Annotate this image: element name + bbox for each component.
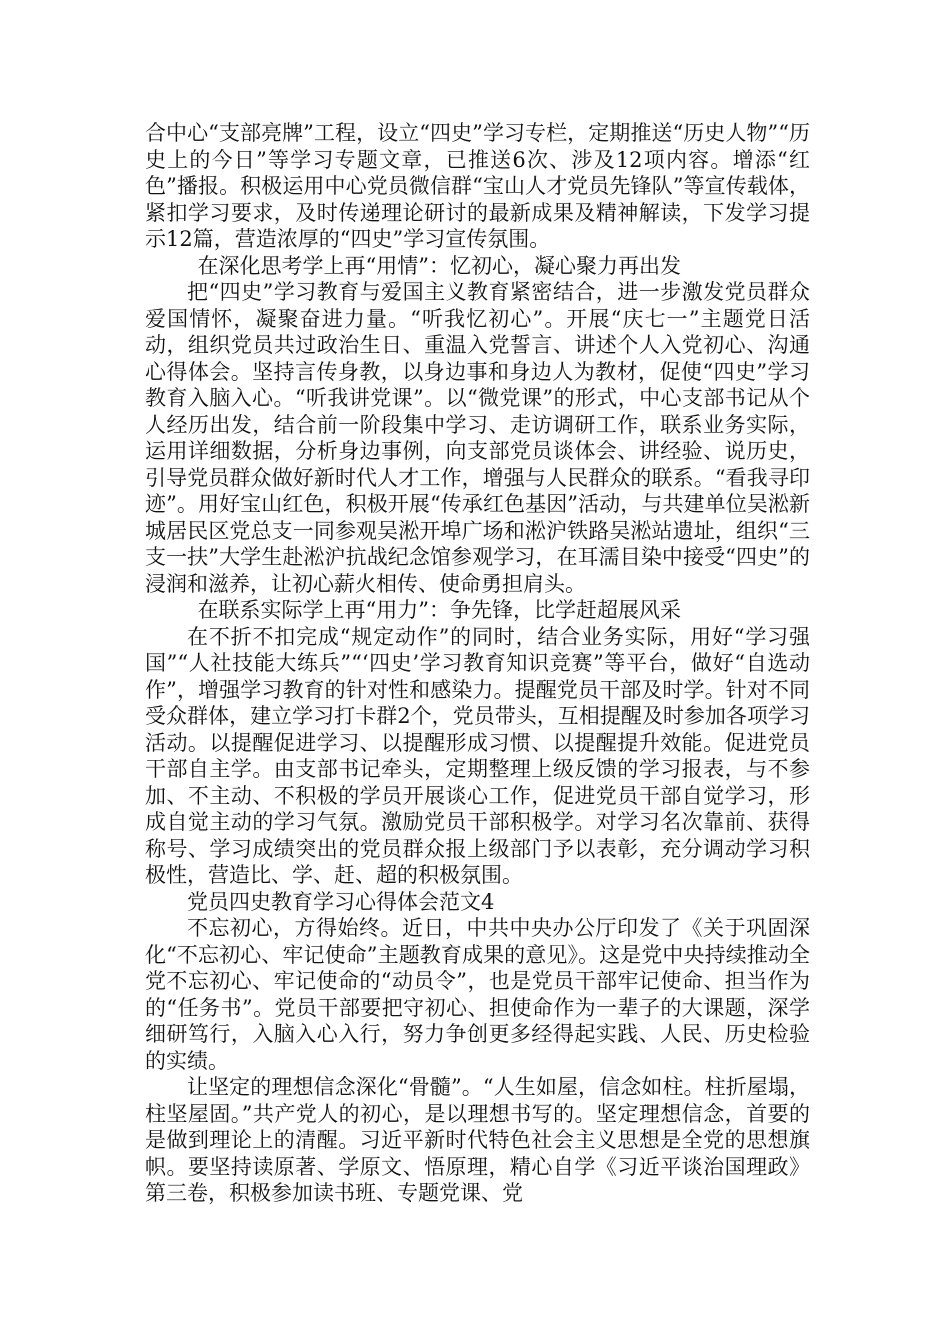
paragraph-continued: 合中心“支部亮牌”工程，设立“四史”学习专栏，定期推送“历史人物”“历史上的今日”等学习专题文章，已推送6次、涉及12项内容。增添“红色”播报。积极运用中心党员微信群“宝山人才党员先锋队”等宣传载体，紧扣学习要求，及时传递理论研讨的最新成果及精神解读，下发学习提示12篇，营造浓厚的“四史”学习宣传氛围。 — [145, 121, 810, 251]
section-heading-practical-study: 在联系实际学上再“用力”：争先锋，比学赶超展风采 — [197, 598, 681, 622]
paragraph-self-selected-actions: 在不折不扣完成“规定动作”的同时，结合业务实际，用好“学习强国”“人社技能大练兵”“‘四史’学习教育知识竞赛”等平台，做好“自选动作”，增强学习教育的针对性和感染力。提醒党员干部及时学。针对不同受众群体，建立学习打卡群2个，党员带头，互相提醒及时参加各项学习活动。以提醒促进学习、以提醒形成习惯、以提醒提升效能。促进党员干部自主学。由支部书记牵头，定期整理上级反馈的学习报表，与不参加、不主动、不积极的学员开展谈心工作，促进党员干部自觉学习，形成自觉主动的学习气氛。激励党员干部积极学。对学习名次靠前、获得称号、学习成绩突出的党员群众报上级部门予以表彰，充分调动学习积极性，营造比、学、赶、超的积极氛围。 — [145, 624, 810, 887]
essay-title-sample-4: 党员四史教育学习心得体会范文4 — [187, 889, 495, 914]
paragraph-ideals-beliefs: 让坚定的理想信念深化“骨髓”。“人生如屋，信念如柱。柱折屋塌，柱坚屋固。”共产党人的初心，是以理想书写的。坚定理想信念，首要的是做到理论上的清醒。习近平新时代特色社会主义思想是全党的思想旗帜。要坚持读原著、学原文、悟原理，精心自学《习近平谈治国理政》第三卷，积极参加读书班、专题党课、党 — [145, 1075, 810, 1205]
paragraph-original-aspiration: 不忘初心，方得始终。近日，中共中央办公厅印发了《关于巩固深化“不忘初心、牢记使命”主题教育成果的意见》。这是党中央持续推动全党不忘初心、牢记使命的“动员令”，也是党员干部牢记使命、担当作为的“任务书”。党员干部要把守初心、担使命作为一辈子的大课题，深学细研笃行，入脑入心入行，努力争创更多经得起实践、人民、历史检验的实绩。 — [145, 916, 810, 1073]
paragraph-patriotic-education: 把“四史”学习教育与爱国主义教育紧密结合，进一步激发党员群众爱国情怀，凝聚奋进力量。“听我忆初心”。开展“庆七一”主题党日活动，组织党员共过政治生日、重温入党誓言、讲述个人入党初心、沟通心得体会。坚持言传身教，以身边事和身边人为教材，促使“四史”学习教育入脑入心。“听我讲党课”。以“微党课”的形式，中心支部书记从个人经历出发，结合前一阶段集中学习、走访调研工作，联系业务实际，运用详细数据，分析身边事例，向支部党员谈体会、讲经验、说历史，引导党员群众做好新时代人才工作，增强与人民群众的联系。“看我寻印迹”。用好宝山红色，积极开展“传承红色基因”活动，与共建单位吴淞新城居民区党总支一同参观吴淞开埠广场和淞沪铁路吴淞站遗址，组织“三支一扶”大学生赴淞沪抗战纪念馆参观学习，在耳濡目染中接受“四史”的浸润和滋养，让初心薪火相传、使命勇担肩头。 — [145, 280, 810, 596]
document-page — [145, 120, 810, 1207]
section-heading-deepen-thinking: 在深化思考学上再“用情”：忆初心，凝心聚力再出发 — [197, 253, 681, 278]
